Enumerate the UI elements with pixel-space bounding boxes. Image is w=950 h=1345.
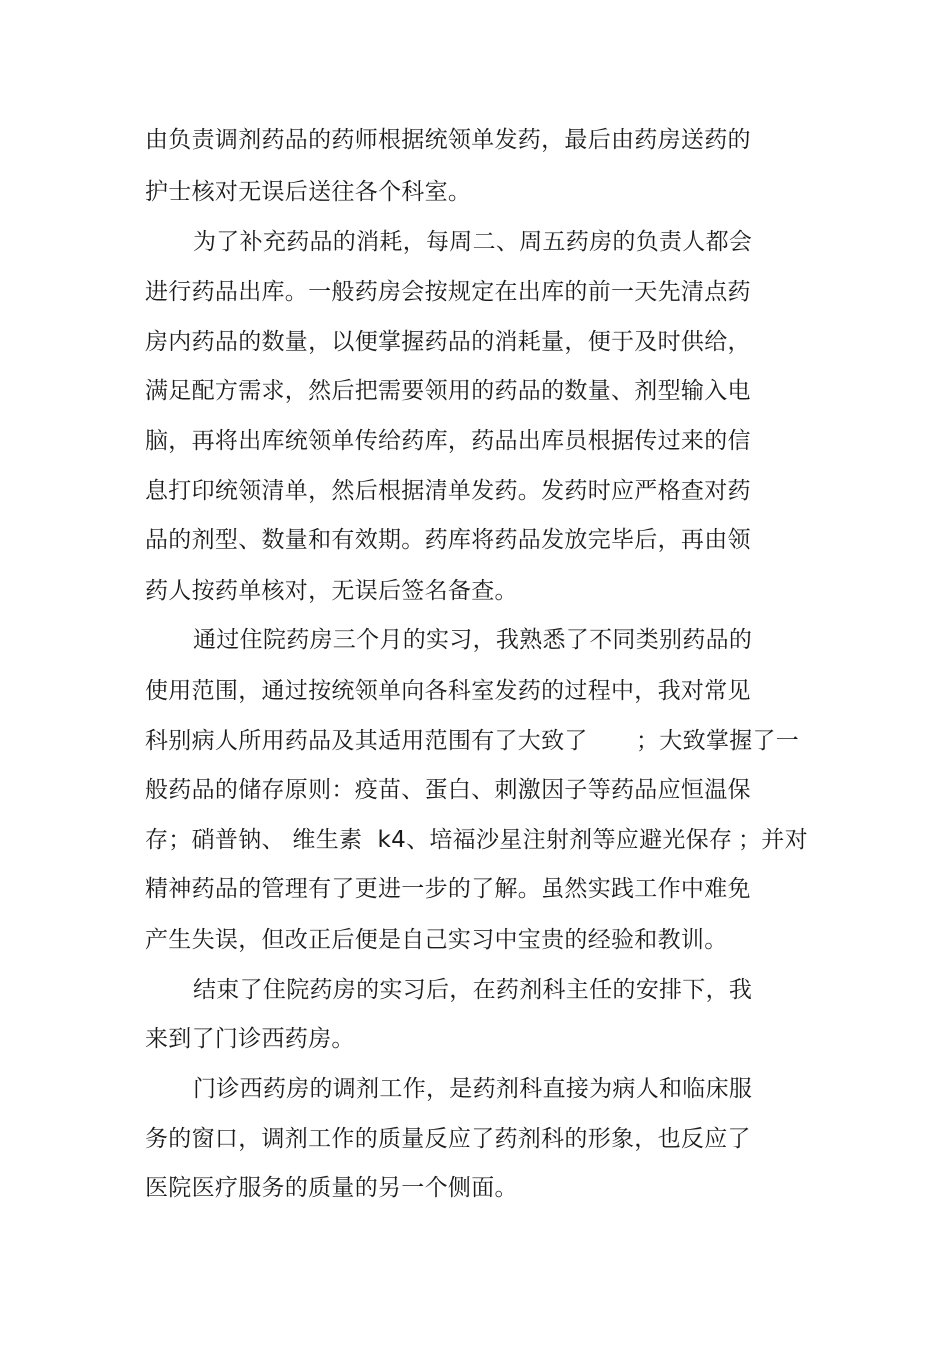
text-line: ；并对 <box>738 827 808 853</box>
text-line: 结束了住院药房的实习后，在药剂科主任的安排下，我 <box>193 977 753 1003</box>
text-line: 精神药品的管理有了更进一步的了解。虽然实践工作中难免 <box>145 876 751 902</box>
text-line: 科别病人所用药品及其适用范围有了大致了 <box>145 728 588 754</box>
text-line: 存；硝普钠、 维生素 k4、培福沙星注射剂等应避光保存 <box>145 827 733 853</box>
text-line: 医院医疗服务的质量的另一个侧面。 <box>145 1175 518 1201</box>
text-line: 通过住院药房三个月的实习，我熟悉了不同类别药品的 <box>193 627 753 653</box>
text-line: 由负责调剂药品的药师根据统领单发药，最后由药房送药的 <box>145 127 751 153</box>
text-line: 品的剂型、数量和有效期。药库将药品发放完毕后，再由领 <box>145 527 751 553</box>
text-line: 护士核对无误后送往各个科室。 <box>145 179 472 205</box>
text-line: 般药品的储存原则：疫苗、蛋白、刺激因子等药品应恒温保 <box>145 777 751 803</box>
text-line: 进行药品出库。一般药房会按规定在出库的前一天先清点药 <box>145 279 751 305</box>
text-line: 务的窗口，调剂工作的质量反应了药剂科的形象，也反应了 <box>145 1126 751 1152</box>
text-line: 息打印统领清单，然后根据清单发药。发药时应严格查对药 <box>145 478 751 504</box>
text-line: 脑，再将出库统领单传给药库，药品出库员根据传过来的信 <box>145 428 751 454</box>
text-line: 药人按药单核对，无误后签名备查。 <box>145 578 518 604</box>
text-line: 产生失误，但改正后便是自己实习中宝贵的经验和教训。 <box>145 927 728 953</box>
text-line: 为了补充药品的消耗，每周二、周五药房的负责人都会 <box>193 229 753 255</box>
text-line: 门诊西药房的调剂工作，是药剂科直接为病人和临床服 <box>193 1076 753 1102</box>
text-line: 使用范围，通过按统领单向各科室发药的过程中，我对常见 <box>145 678 751 704</box>
text-line: ；大致掌握了一 <box>636 728 800 754</box>
text-line: 来到了门诊西药房。 <box>145 1026 355 1052</box>
text-line: 房内药品的数量，以便掌握药品的消耗量，便于及时供给， <box>145 329 751 355</box>
text-line: 满足配方需求，然后把需要领用的药品的数量、剂型输入电 <box>145 378 751 404</box>
